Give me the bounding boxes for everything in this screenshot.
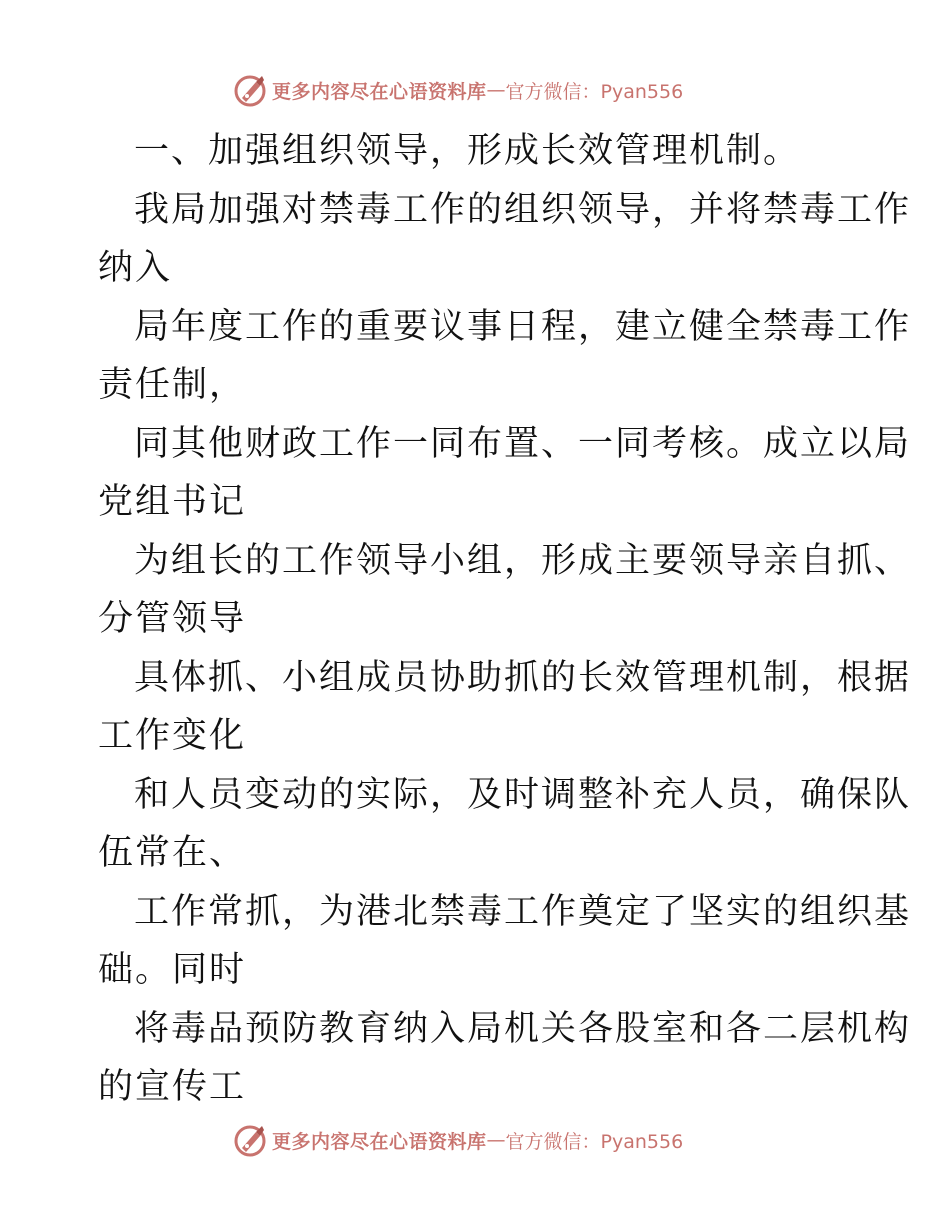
header-watermark xyxy=(232,70,683,110)
watermark-separator: — xyxy=(486,1129,506,1151)
body-line: 和人员变动的实际，及时调整补充人员，确保队 xyxy=(134,774,912,815)
body-line: 础。同时 xyxy=(98,950,247,990)
body-line: 工作变化 xyxy=(98,716,247,756)
body-line: 纳入 xyxy=(98,248,173,288)
footer-watermark xyxy=(232,1120,683,1160)
watermark-contact: 官方微信：Pyan556 xyxy=(505,80,684,103)
body-line: 工作常抓，为港北禁毒工作奠定了坚实的组织基 xyxy=(134,891,912,932)
watermark-text: 更多内容尽在心语资料库 xyxy=(272,1130,487,1153)
watermark-contact: 官方微信：Pyan556 xyxy=(505,1130,684,1153)
body-line: 局年度工作的重要议事日程，建立健全禁毒工作 xyxy=(134,306,912,347)
body-line: 伍常在、 xyxy=(98,833,247,873)
body-line: 将毒品预防教育纳入局机关各股室和各二层机构 xyxy=(134,1008,912,1049)
body-line: 同其他财政工作一同布置、一同考核。成立以局 xyxy=(134,423,912,464)
body-line: 的宣传工 xyxy=(98,1067,247,1107)
body-line: 具体抓、小组成员协助抓的长效管理机制，根据 xyxy=(134,657,912,698)
body-line: 我局加强对禁毒工作的组织领导，并将禁毒工作 xyxy=(134,189,912,230)
body-line: 责任制， xyxy=(98,365,247,405)
watermark-separator: — xyxy=(486,79,506,101)
pen-logo-icon xyxy=(232,1122,268,1158)
body-line: 党组书记 xyxy=(98,482,247,522)
body-line: 分管领导 xyxy=(98,599,247,639)
watermark-text: 更多内容尽在心语资料库 xyxy=(272,80,487,103)
body-line: 一、加强组织领导，形成长效管理机制。 xyxy=(134,131,801,171)
document-body xyxy=(98,122,912,1117)
pen-logo-icon xyxy=(232,72,268,108)
body-line: 为组长的工作领导小组，形成主要领导亲自抓、 xyxy=(134,540,912,581)
